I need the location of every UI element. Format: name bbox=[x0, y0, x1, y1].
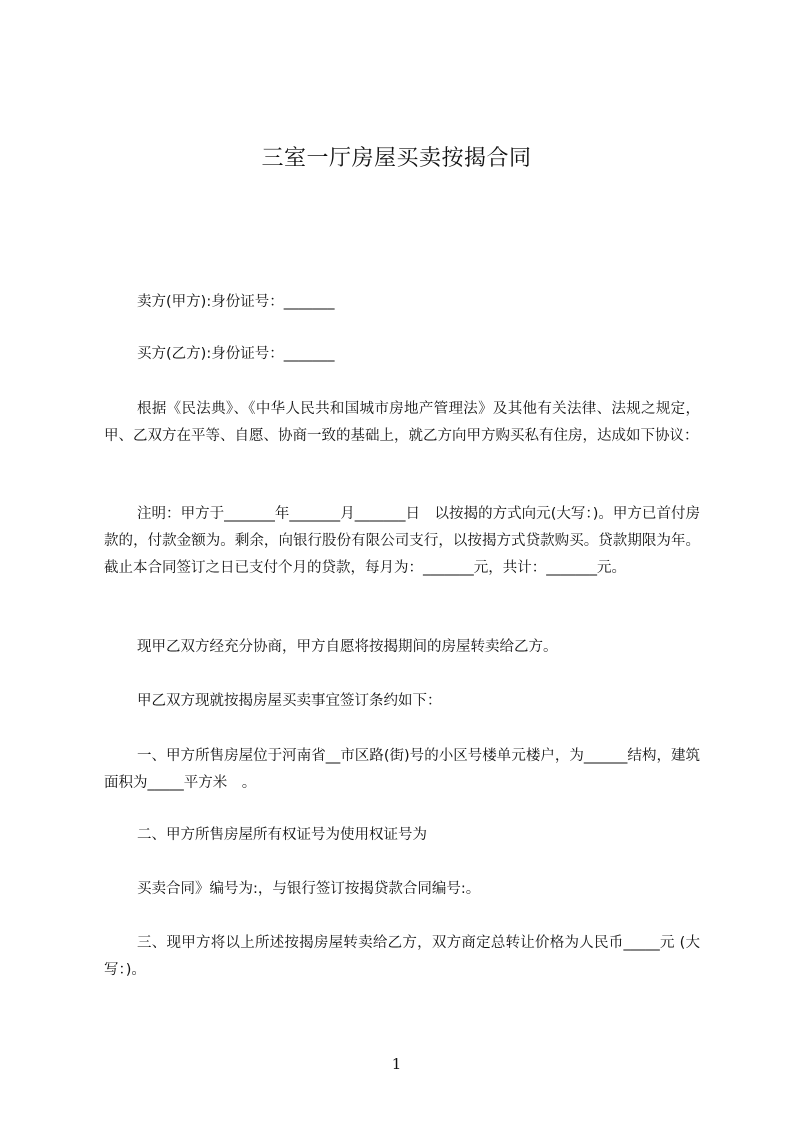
document-title: 三室一厅房屋买卖按揭合同 bbox=[261, 146, 532, 171]
mortgage-note-paragraph: 注明：甲方于_______年_______月_______日 以按揭的方式向元(大写：)。甲方已首付房款的，付款金额为。剩余，向银行股份有限公司支行，以按揭方式贷款购买。贷款期限为年。截止本合同签订之日已支付个月的贷款，每月为：_______元，共计：_______元。 bbox=[104, 506, 700, 576]
legal-basis-paragraph: 根据《民法典》、《中华人民共和国城市房地产管理法》及其他有关法律、法规之规定，甲、乙双方在平等、自愿、协商一致的基础上，就乙方向甲方购买私有住房，达成如下协议： bbox=[104, 401, 700, 444]
buyer-id-line: 买方(乙方):身份证号：_______ bbox=[137, 346, 335, 362]
terms-intro-paragraph: 甲乙双方现就按揭房屋买卖事宜签订条约如下： bbox=[137, 693, 442, 709]
seller-id-line: 卖方(甲方):身份证号：_______ bbox=[137, 294, 335, 310]
clause-1-property-location: 一、甲方所售房屋位于河南省__市区路(街)号的小区号楼单元楼户，为______结构，建筑面积为_____平方米 。 bbox=[104, 748, 700, 791]
clause-3-transfer-price: 三、现甲方将以上所述按揭房屋转卖给乙方，双方商定总转让价格为人民币_____元 (大写：)。 bbox=[104, 935, 700, 978]
agreement-statement-paragraph: 现甲乙双方经充分协商，甲方自愿将按揭期间的房屋转卖给乙方。 bbox=[137, 639, 558, 655]
contract-number-line: 买卖合同》编号为:，与银行签订按揭贷款合同编号:。 bbox=[137, 881, 481, 897]
clause-2-certificate-numbers: 二、甲方所售房屋所有权证号为使用权证号为 bbox=[137, 827, 427, 843]
page-number: 1 bbox=[391, 1055, 402, 1073]
